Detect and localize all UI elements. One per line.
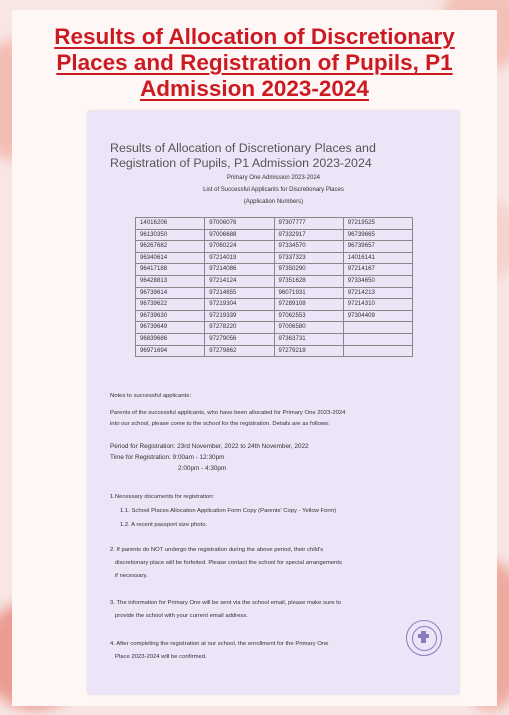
note-3-line: 3. The information for Primary One will be sent via the school email, please make sure to [110,600,342,606]
table-cell: 96739657 [343,241,412,253]
document-title [110,141,440,171]
subtitle-application-numbers: (Application Numbers) [243,199,304,205]
note-3-line: provide the school with your current email address. [115,613,248,619]
document-title-line-1: Results of Allocation of Discretionary Places and [110,141,376,155]
registration-time-afternoon: 2:00pm - 4:30pm [178,465,227,472]
table-cell: 96739614 [136,287,205,299]
table-cell: 97334650 [343,275,412,287]
registration-period: Period for Registration: 23rd November, 2022 to 24th November, 2022 [110,443,309,450]
note-4 [110,638,440,664]
table-cell: 97289108 [274,299,343,311]
table-cell: 96071931 [274,287,343,299]
table-cell: 97304409 [343,310,412,322]
note-4-line: 4. After completing the registration at our school, the enrollment for the Primary One [110,641,329,647]
title-line-1: Results of Allocation of Discretionary [54,24,455,49]
note-2-line: discretionary place will be forfeited. Please contact the school for special arrangements [115,560,342,566]
table-cell: 96130350 [136,229,205,241]
table-row [136,229,413,241]
table-cell: 14016206 [136,218,205,230]
table-cell: 97337323 [274,252,343,264]
table-cell: 97279862 [205,345,274,357]
table-cell: 97350290 [274,264,343,276]
table-cell: 97334570 [274,241,343,253]
notes-heading: Notes to successful applicants： [110,393,196,399]
table-cell: 97214655 [205,287,274,299]
table-cell: 96267682 [136,241,205,253]
table-cell [343,345,412,357]
table-cell: 97351628 [274,275,343,287]
table-cell: 97214086 [205,264,274,276]
note-1 [110,492,440,531]
table-cell: 97062553 [274,310,343,322]
note-4-line: Place 2023-2024 will be confirmed. [115,654,207,660]
table-cell: 97006688 [205,229,274,241]
registration-time-morning: Time for Registration: 9:00am - 12:30pm [110,454,225,461]
table-row [136,252,413,264]
note-2 [110,544,440,583]
table-cell: 97279218 [274,345,343,357]
table-cell: 97279056 [205,333,274,345]
page-title [12,10,497,110]
table-cell: 97278220 [205,322,274,334]
table-row [136,322,413,334]
paragraph-line: into our school, please come to the school for the registration. Details are as follows: [110,421,330,427]
note-2-line: 2. If parents do NOT undergo the registration during the above period, their child's [110,547,324,553]
table-row [136,333,413,345]
table-cell: 96739665 [343,229,412,241]
table-cell: 97219304 [205,299,274,311]
applicant-table [135,217,413,357]
table-cell: 96739649 [136,322,205,334]
table-cell: 96839686 [136,333,205,345]
table-row [136,241,413,253]
table-cell: 96417188 [136,264,205,276]
table-row [136,287,413,299]
note-2-line: if necessary. [115,573,148,579]
table-row [136,345,413,357]
note-1-heading: 1.Necessary documents for registration: [110,494,215,500]
table-cell: 97214019 [205,252,274,264]
table-row [136,264,413,276]
table-cell: 96739622 [136,299,205,311]
table-cell: 97214167 [343,264,412,276]
table-cell [343,322,412,334]
table-cell: 96971694 [136,345,205,357]
note-1-1: 1.1. School Places Allocation Application Form Copy (Parents' Copy - Yellow Form) [120,508,337,514]
scanned-document [88,111,459,694]
table-row [136,299,413,311]
paragraph-line: Parents of the successful applicants, who have been allocated for Primary One 2023-2024 [110,410,346,416]
registration-schedule [110,441,440,474]
table-cell: 97219339 [205,310,274,322]
table-cell: 97363731 [274,333,343,345]
table-cell [343,333,412,345]
note-3 [110,597,440,623]
table-cell: 97214124 [205,275,274,287]
school-seal-icon [406,620,442,656]
table-row [136,310,413,322]
table-row [136,218,413,230]
table-cell: 97006076 [205,218,274,230]
subtitle-list: List of Successful Applicants for Discretionary Places [203,187,344,193]
title-line-2: Places and Registration of Pupils, P1 [56,50,453,75]
table-cell: 97332917 [274,229,343,241]
note-1-2: 1.2. A recent passport size photo. [120,522,208,528]
table-cell: 97006580 [274,322,343,334]
title-line-3: Admission 2023-2024 [140,76,369,101]
table-cell: 97307777 [274,218,343,230]
subtitle-admission: Primary One Admission 2023-2024 [226,175,321,181]
table-cell: 97060224 [205,241,274,253]
table-cell: 14016141 [343,252,412,264]
table-cell: 96340614 [136,252,205,264]
table-row [136,275,413,287]
table-cell: 96739630 [136,310,205,322]
document-title-line-2: Registration of Pupils, P1 Admission 2023-2024 [110,156,372,170]
table-cell: 97219525 [343,218,412,230]
table-cell: 96428813 [136,275,205,287]
registration-paragraph [110,408,440,430]
table-cell: 97214213 [343,287,412,299]
table-cell: 97214310 [343,299,412,311]
